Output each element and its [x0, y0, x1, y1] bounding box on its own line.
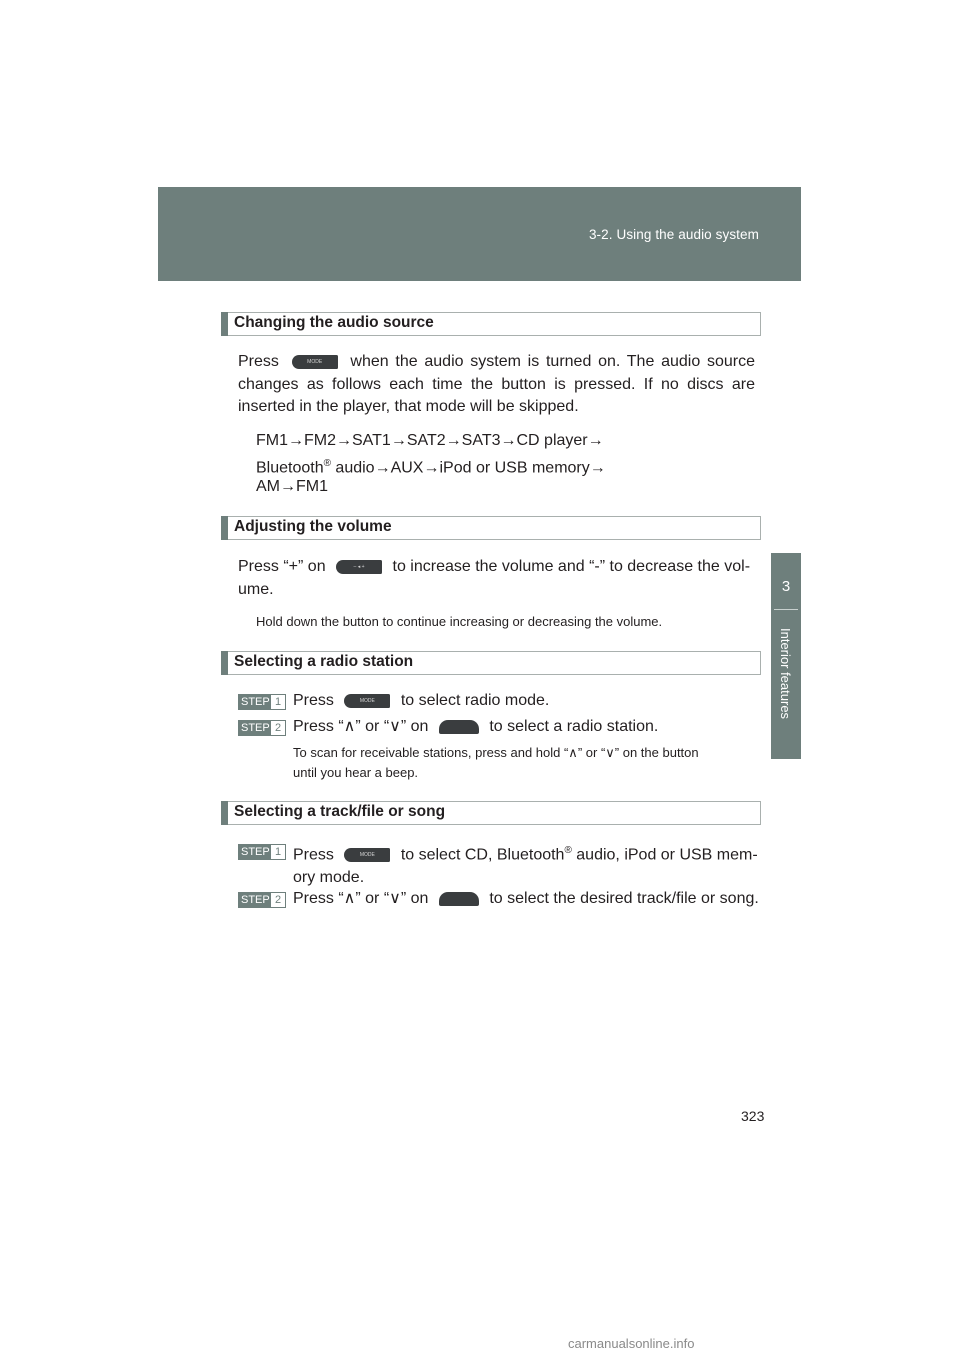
seek-button-icon: [439, 720, 479, 734]
text-source-desc: when the audio system is turned on. The audio source changes as follows each time the button is pressed. If no discs are inserted in the player, that mode will be skipped.: [238, 353, 756, 415]
text-press-arrows: Press “∧” or “∨” on: [293, 890, 429, 907]
step-label: STEP: [238, 694, 270, 710]
section-header-title: 3-2. Using the audio system: [588, 227, 759, 242]
heading-title: Changing the audio source: [234, 314, 434, 331]
text-mode: ory mode.: [293, 868, 365, 886]
text-select-track: to select the desired track/file or song.: [489, 890, 759, 907]
text-radio-station: to select a radio station.: [489, 718, 659, 735]
step-label: STEP: [238, 892, 270, 908]
step-1-badge: [238, 844, 286, 860]
page-number: 323: [741, 1108, 765, 1124]
step-1-badge: [238, 694, 286, 710]
tab-divider: [774, 609, 798, 610]
audio-source-paragraph: [238, 351, 755, 419]
seek-button-icon: [439, 892, 479, 906]
text-volume-desc-2: ume.: [238, 580, 274, 598]
text-press-arrows: Press “∧” or “∨” on: [293, 718, 429, 735]
source-sequence-line-1: FM1→FM2→SAT1→SAT2→SAT3→CD player→: [256, 432, 604, 449]
text-volume-desc: to increase the volume and “-” to decrease the vol-: [392, 558, 751, 575]
heading-accent-bar: [221, 516, 228, 540]
step-number: 2: [270, 720, 286, 736]
step-number: 1: [270, 844, 286, 860]
watermark-footer: carmanualsonline.info: [568, 1336, 695, 1351]
section-heading-track: [221, 801, 761, 825]
mode-button-icon: MODE: [292, 355, 338, 369]
section-heading-audio-source: [221, 312, 761, 336]
text-press: Press: [293, 692, 334, 709]
registered-mark: ®: [564, 845, 572, 856]
chapter-number: 3: [781, 578, 791, 595]
section-heading-volume: [221, 516, 761, 540]
volume-paragraph: [238, 556, 755, 601]
heading-accent-bar: [221, 312, 228, 336]
radio-note-2: until you hear a beep.: [293, 765, 419, 780]
text-select-cd-2: audio, iPod or USB mem-: [571, 846, 758, 864]
chapter-side-tab: [771, 553, 801, 759]
step-label: STEP: [238, 720, 270, 736]
text-select-cd: to select CD, Bluetooth: [400, 846, 565, 864]
volume-button-icon: – ◂ +: [336, 560, 382, 574]
track-step-1-text: [293, 840, 763, 889]
mode-button-icon: MODE: [344, 848, 390, 862]
text-press-plus: Press “+” on: [238, 558, 326, 575]
text-press: Press: [238, 353, 279, 370]
text-press: Press: [293, 846, 334, 864]
text-bluetooth: Bluetooth: [256, 459, 324, 477]
mode-button-icon: MODE: [344, 694, 390, 708]
heading-title: Selecting a radio station: [234, 653, 414, 670]
chapter-label: Interior features: [778, 628, 793, 720]
registered-mark: ®: [323, 458, 331, 469]
step-2-badge: [238, 892, 286, 908]
radio-step-1-text: [293, 690, 549, 713]
text-radio-mode: to select radio mode.: [400, 692, 550, 709]
step-label: STEP: [238, 844, 270, 860]
heading-accent-bar: [221, 801, 228, 825]
volume-note: Hold down the button to continue increasing or decreasing the volume.: [256, 614, 663, 629]
heading-accent-bar: [221, 651, 228, 675]
source-sequence-line-3: AM→FM1: [256, 478, 328, 495]
text-seq2: audio→AUX→iPod or USB memory→: [330, 459, 606, 477]
radio-note-1: To scan for receivable stations, press and hold “∧” or “∨” on the button: [293, 745, 699, 760]
header-band: [158, 187, 801, 281]
section-heading-radio: [221, 651, 761, 675]
track-step-2-text: [293, 888, 759, 911]
heading-title: Adjusting the volume: [234, 518, 392, 535]
heading-title: Selecting a track/file or song: [234, 803, 446, 820]
step-number: 2: [270, 892, 286, 908]
radio-step-2-text: [293, 716, 658, 739]
step-2-badge: [238, 720, 286, 736]
step-number: 1: [270, 694, 286, 710]
